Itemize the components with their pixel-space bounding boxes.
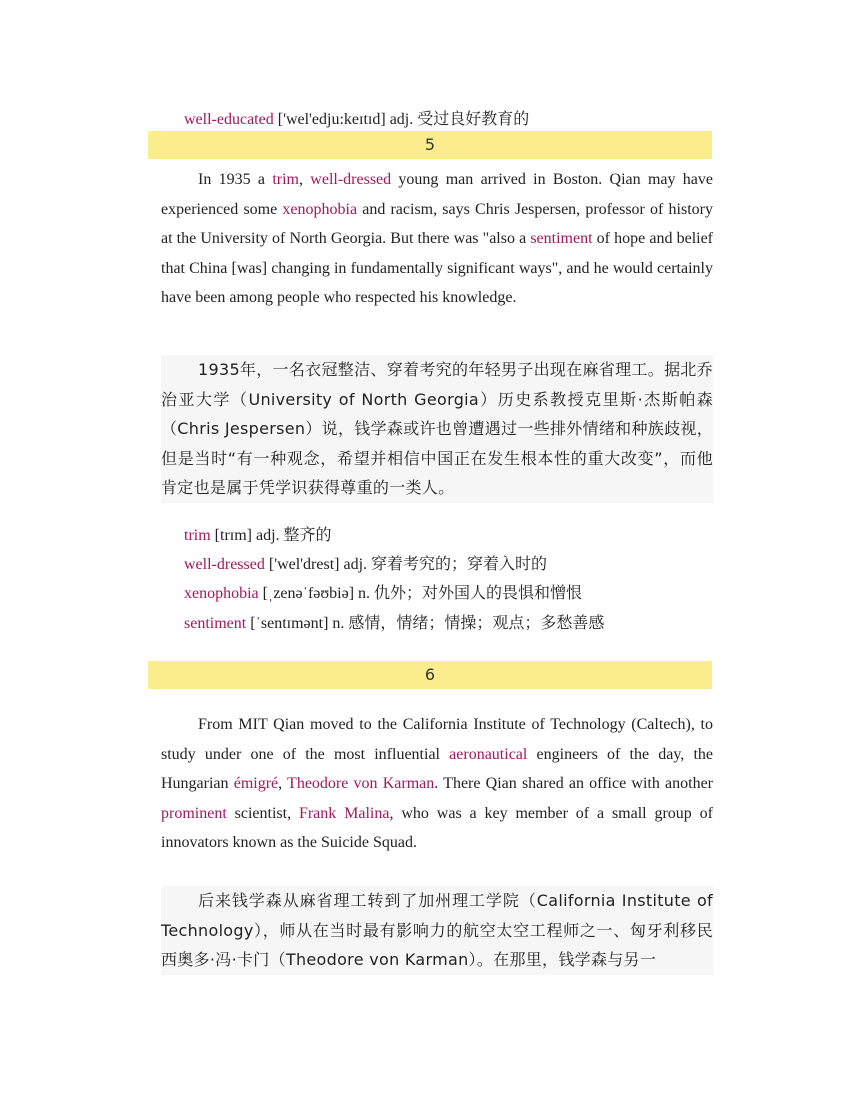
vocab-definition: ['wel'edju:keɪtɪd] adj. 受过良好教育的 bbox=[273, 111, 530, 128]
body-text: . There Qian shared an office with another bbox=[434, 775, 713, 792]
body-text: engineers of the day, the Hungarian bbox=[161, 745, 713, 792]
section-6-header: 6 bbox=[148, 661, 712, 689]
vocab-word: xenophobia bbox=[184, 585, 259, 602]
vocab-word: well-dressed bbox=[184, 556, 265, 573]
keyword-term: émigré bbox=[233, 775, 279, 792]
keyword-term: prominent bbox=[161, 804, 227, 822]
body-text: scientist, bbox=[226, 804, 299, 822]
keyword-term: well-dressed bbox=[310, 171, 392, 188]
body-text: young man arrived in Boston. Qian may have experienced some bbox=[161, 171, 713, 218]
vocab-word: well-educated bbox=[184, 111, 274, 128]
body-text: , who was a key member of a small group of innovators known as the Suicide Squad. bbox=[161, 804, 714, 851]
vocab-word: sentiment bbox=[184, 615, 247, 632]
vocab-entry-xenophobia bbox=[184, 584, 582, 604]
vocab-definition: ['wel'drest] adj. 穿着考究的；穿着入时的 bbox=[264, 556, 548, 573]
vocab-entry-sentiment bbox=[184, 614, 604, 634]
section-5-chinese-paragraph: 1935年，一名衣冠整洁、穿着考究的年轻男子出现在麻省理工。据北乔治亚大学（University of North Georgia）历史系教授克里斯·杰斯帕森（Chris Jespersen）说，钱学森或许也曾遭遇过一些排外情绪和种族歧视，但是当时“有一种观念，希望并相信中国正在发生根本性的重大改变”，而他肯定也是属于凭学识获得尊重的一类人。 bbox=[161, 355, 713, 503]
vocab-definition: [ˈsentɪmənt] n. 感情，情绪；情操；观点；多愁善感 bbox=[246, 615, 605, 632]
keyword-term: Theodore von Karman bbox=[287, 775, 435, 792]
section-6-chinese-paragraph: 后来钱学森从麻省理工转到了加州理工学院（California Institute of Technology），师从在当时最有影响力的航空太空工程师之一、匈牙利移民西奥多·冯·卡门（Theodore von Karman）。在那里，钱学森与另一 bbox=[161, 886, 713, 975]
keyword-term: trim bbox=[272, 171, 299, 188]
body-text: of hope and belief that China [was] changing in fundamentally significant ways", and he would certainly have been among people who respected his knowledge. bbox=[161, 230, 714, 306]
section-5-header: 5 bbox=[148, 131, 712, 159]
vocab-entry-well-educated bbox=[184, 110, 529, 130]
body-text: From MIT Qian moved to the California Institute of Technology (Caltech), to study under one of the most influential bbox=[161, 716, 713, 763]
section-5-english-paragraph bbox=[161, 165, 713, 313]
vocab-entry-well-dressed bbox=[184, 555, 547, 575]
body-text: and racism, says Chris Jespersen, professor of history at the University of North Georgia. But there was "also a bbox=[161, 200, 713, 247]
vocab-entry-trim bbox=[184, 526, 332, 546]
keyword-term: xenophobia bbox=[282, 200, 358, 218]
body-text: In 1935 a bbox=[198, 171, 273, 188]
body-text: , bbox=[278, 775, 288, 792]
vocab-word: trim bbox=[184, 527, 211, 544]
section-6-english-paragraph bbox=[161, 710, 713, 858]
vocab-definition: [trɪm] adj. 整齐的 bbox=[210, 527, 332, 544]
keyword-term: aeronautical bbox=[449, 745, 528, 763]
keyword-term: Frank Malina bbox=[298, 804, 390, 822]
body-text: , bbox=[298, 171, 311, 188]
vocab-definition: [ˌzenəˈfəʊbiə] n. 仇外；对外国人的畏惧和憎恨 bbox=[258, 585, 583, 602]
keyword-term: sentiment bbox=[530, 230, 593, 247]
